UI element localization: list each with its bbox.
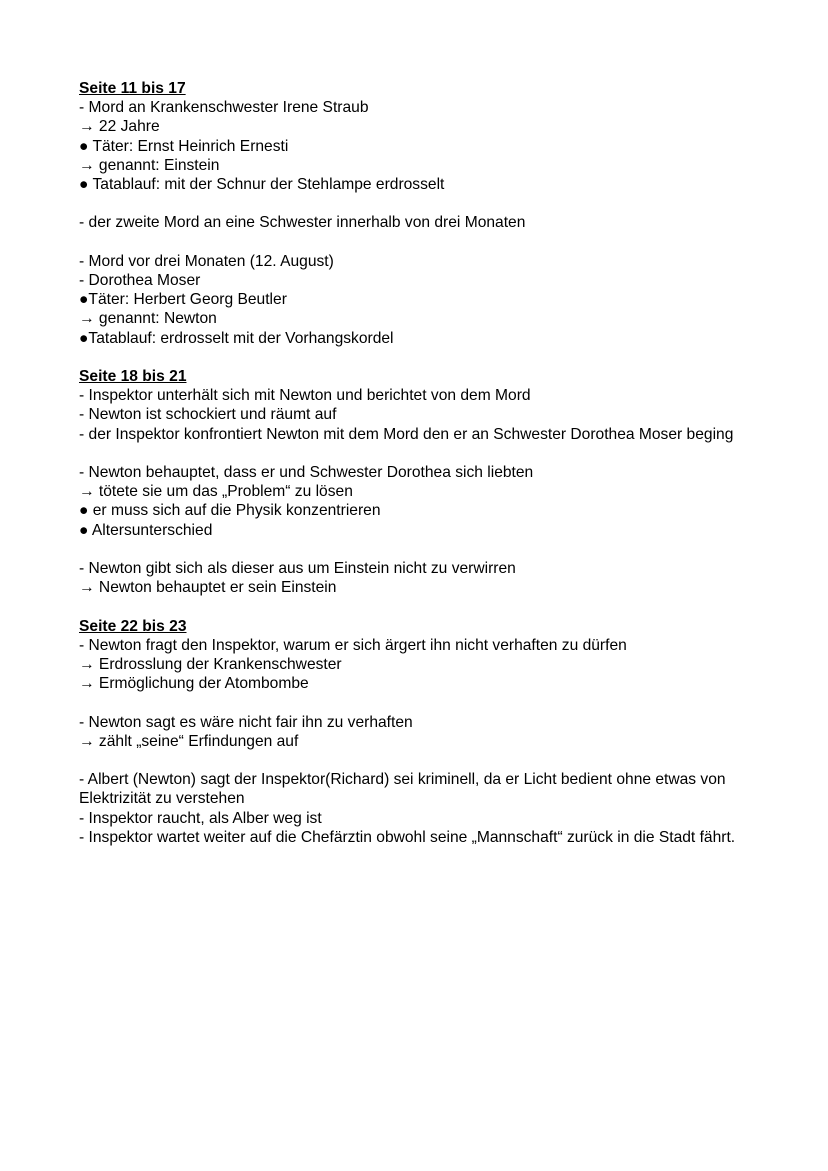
text-line: → 22 Jahre <box>79 118 160 136</box>
text-line: ●Täter: Herbert Georg Beutler <box>79 291 287 309</box>
text-line: - Newton ist schockiert und räumt auf <box>79 406 337 424</box>
section-heading: Seite 18 bis 21 <box>79 368 187 385</box>
text-line: - Mord vor drei Monaten (12. August) <box>79 252 334 270</box>
text-block <box>79 636 759 694</box>
text-block <box>79 386 759 444</box>
text-line: → genannt: Einstein <box>79 156 220 174</box>
text-line: ● er muss sich auf die Physik konzentrieren <box>79 502 381 520</box>
text-block <box>79 98 759 194</box>
text-block <box>79 213 759 232</box>
section-seite-22-bis-23 <box>79 617 759 847</box>
section-seite-11-bis-17 <box>79 79 759 348</box>
text-line: ● Tatablauf: mit der Schnur der Stehlampe erdrosselt <box>79 176 445 194</box>
text-line: - Albert (Newton) sagt der Inspektor(Richard) sei kriminell, da er Licht bedient ohne etwas von Elektrizität zu verstehen <box>79 771 726 808</box>
text-line: ● Altersunterschied <box>79 521 213 539</box>
text-line: → Newton behauptet er sein Einstein <box>79 579 337 597</box>
text-line: - Inspektor unterhält sich mit Newton und berichtet von dem Mord <box>79 387 531 405</box>
text-line: → tötete sie um das „Problem“ zu lösen <box>79 483 353 501</box>
text-block <box>79 770 759 847</box>
text-line: - Inspektor raucht, als Alber weg ist <box>79 809 322 827</box>
text-line: - Newton gibt sich als dieser aus um Einstein nicht zu verwirren <box>79 560 516 577</box>
text-line: - Newton sagt es wäre nicht fair ihn zu verhaften <box>79 713 413 731</box>
text-block <box>79 252 759 348</box>
text-line: - Inspektor wartet weiter auf die Chefärztin obwohl seine „Mannschaft“ zurück in die Stadt fährt. <box>79 828 736 846</box>
text-line: → genannt: Newton <box>79 310 217 328</box>
text-line: ●Tatablauf: erdrosselt mit der Vorhangskordel <box>79 329 394 347</box>
document-page <box>79 79 759 847</box>
text-line: ● Täter: Ernst Heinrich Ernesti <box>79 137 289 155</box>
text-line: - Dorothea Moser <box>79 272 201 289</box>
text-line: - Newton fragt den Inspektor, warum er sich ärgert ihn nicht verhaften zu dürfen <box>79 636 627 654</box>
text-line: - der Inspektor konfrontiert Newton mit dem Mord den er an Schwester Dorothea Moser beging <box>79 425 734 443</box>
text-line: → zählt „seine“ Erfindungen auf <box>79 732 299 750</box>
section-heading: Seite 22 bis 23 <box>79 617 187 635</box>
section-seite-18-bis-21 <box>79 367 759 597</box>
text-line: - Mord an Krankenschwester Irene Straub <box>79 99 369 117</box>
text-block <box>79 713 759 751</box>
text-line: - der zweite Mord an eine Schwester innerhalb von drei Monaten <box>79 214 526 232</box>
text-line: - Newton behauptet, dass er und Schwester Dorothea sich liebten <box>79 464 534 481</box>
text-line: → Erdrosslung der Krankenschwester <box>79 656 342 673</box>
text-block <box>79 559 759 597</box>
text-line: → Ermöglichung der Atombombe <box>79 675 309 693</box>
text-block <box>79 463 759 540</box>
section-heading: Seite 11 bis 17 <box>79 80 186 97</box>
